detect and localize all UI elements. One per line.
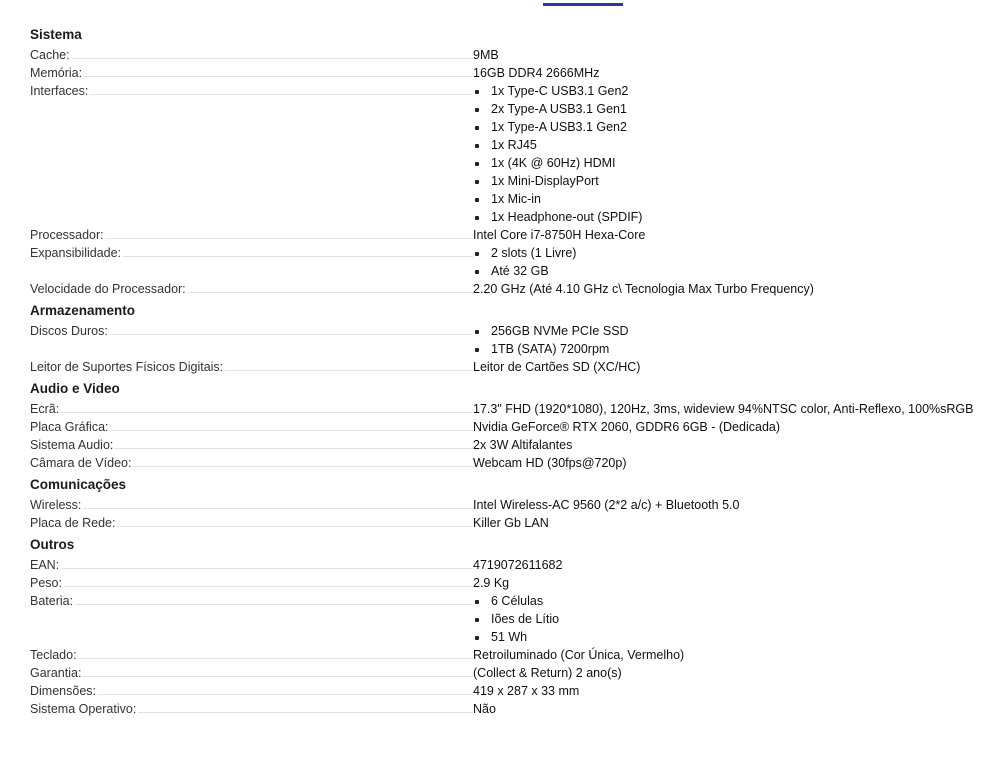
spec-label-cell [30, 280, 473, 298]
spec-row [30, 358, 990, 376]
spec-value: Retroiluminado (Cor Única, Vermelho) [473, 648, 685, 662]
section-title: Comunicações [30, 477, 127, 492]
dotted-leader [225, 370, 473, 371]
list-item: 2 slots (1 Livre) [473, 244, 990, 262]
dotted-leader [117, 526, 473, 527]
spec-label: Câmara de Vídeo: [30, 456, 132, 470]
dotted-leader [61, 568, 473, 569]
spec-value-cell [473, 646, 990, 664]
spec-label: Sistema Operativo: [30, 702, 137, 716]
spec-value: 2.9 Kg [473, 576, 510, 590]
spec-label: Sistema Audio: [30, 438, 114, 452]
spec-row [30, 82, 990, 226]
spec-row [30, 682, 990, 700]
spec-value: Não [473, 702, 496, 716]
spec-value: Killer Gb LAN [473, 516, 549, 530]
spec-value: 2x 3W Altifalantes [473, 438, 573, 452]
spec-label: Cache: [30, 48, 70, 62]
spec-value: 2.20 GHz (Até 4.10 GHz c\ Tecnologia Max Turbo Frequency) [473, 282, 814, 296]
spec-row [30, 436, 990, 454]
spec-value-list [473, 82, 990, 226]
spec-label: Interfaces: [30, 84, 89, 98]
list-item: 256GB NVMe PCIe SSD [473, 322, 990, 340]
spec-label: Processador: [30, 228, 104, 242]
list-item: 1TB (SATA) 7200rpm [473, 340, 990, 358]
spec-value-cell [473, 358, 990, 376]
list-item: 1x Mini-DisplayPort [473, 172, 990, 190]
spec-value-cell [473, 436, 990, 454]
section-title: Outros [30, 537, 75, 552]
spec-label-cell [30, 82, 473, 100]
dotted-leader [61, 412, 473, 413]
dotted-leader [123, 256, 473, 257]
spec-label-cell [30, 64, 473, 82]
spec-value-cell [473, 280, 990, 298]
dotted-leader [83, 508, 473, 509]
spec-value-cell [473, 418, 990, 436]
spec-row [30, 700, 990, 718]
spec-row [30, 46, 990, 64]
spec-label-cell [30, 682, 473, 700]
spec-label: Expansibilidade: [30, 246, 122, 260]
spec-row [30, 646, 990, 664]
spec-value-list [473, 322, 990, 358]
spec-row [30, 664, 990, 682]
list-item: 51 Wh [473, 628, 990, 646]
spec-label-cell [30, 454, 473, 472]
spec-label: Ecrã: [30, 402, 60, 416]
spec-row [30, 226, 990, 244]
list-item: 2x Type-A USB3.1 Gen1 [473, 100, 990, 118]
spec-label-cell [30, 514, 473, 532]
list-item: Iões de Lítio [473, 610, 990, 628]
spec-value: Intel Wireless-AC 9560 (2*2 a/c) + Bluetooth 5.0 [473, 498, 740, 512]
spec-label: Teclado: [30, 648, 77, 662]
spec-value: Leitor de Cartões SD (XC/HC) [473, 360, 641, 374]
spec-value-cell [473, 226, 990, 244]
spec-value-cell [473, 244, 990, 280]
spec-label: EAN: [30, 558, 60, 572]
spec-value-cell [473, 682, 990, 700]
dotted-leader [115, 448, 473, 449]
specifications-table [30, 26, 990, 718]
spec-label-cell [30, 226, 473, 244]
dotted-leader [111, 430, 473, 431]
spec-label: Memória: [30, 66, 83, 80]
spec-label: Wireless: [30, 498, 82, 512]
spec-label-cell [30, 664, 473, 682]
spec-row [30, 322, 990, 358]
dotted-leader [110, 334, 473, 335]
spec-label: Dimensões: [30, 684, 96, 698]
spec-row [30, 574, 990, 592]
list-item: Até 32 GB [473, 262, 990, 280]
spec-label: Bateria: [30, 594, 74, 608]
dotted-leader [84, 76, 473, 77]
list-item: 1x Headphone-out (SPDIF) [473, 208, 990, 226]
dotted-leader [90, 94, 473, 95]
spec-label-cell [30, 574, 473, 592]
spec-value-cell [473, 322, 990, 358]
spec-label-cell [30, 592, 473, 610]
dotted-leader [64, 586, 473, 587]
spec-label-cell [30, 322, 473, 340]
spec-value-cell [473, 64, 990, 82]
spec-value-cell [473, 400, 990, 418]
spec-row [30, 514, 990, 532]
spec-value-cell [473, 514, 990, 532]
spec-label: Peso: [30, 576, 62, 590]
list-item: 1x (4K @ 60Hz) HDMI [473, 154, 990, 172]
spec-label-cell [30, 436, 473, 454]
spec-row [30, 418, 990, 436]
spec-value-cell [473, 592, 990, 646]
spec-label: Placa Gráfica: [30, 420, 109, 434]
spec-value: Intel Core i7-8750H Hexa-Core [473, 228, 646, 242]
spec-value-list [473, 592, 990, 646]
spec-value-cell [473, 700, 990, 718]
spec-value: 4719072611682 [473, 558, 563, 572]
spec-label: Velocidade do Processador: [30, 282, 186, 296]
spec-label-cell [30, 400, 473, 418]
spec-label-cell [30, 244, 473, 262]
list-item: 1x Type-C USB3.1 Gen2 [473, 82, 990, 100]
spec-label-cell [30, 556, 473, 574]
spec-value-cell [473, 454, 990, 472]
spec-label-cell [30, 46, 473, 64]
spec-label-cell [30, 496, 473, 514]
spec-row [30, 496, 990, 514]
dotted-leader [98, 694, 473, 695]
dotted-leader [138, 712, 473, 713]
spec-value-cell [473, 46, 990, 64]
spec-label-cell [30, 418, 473, 436]
spec-value: 9MB [473, 48, 499, 62]
section-title: Armazenamento [30, 303, 136, 318]
spec-value-list [473, 244, 990, 280]
spec-row [30, 280, 990, 298]
spec-value: 17.3" FHD (1920*1080), 120Hz, 3ms, wideview 94%NTSC color, Anti-Reflexo, 100%sRGB [473, 402, 974, 416]
spec-value: Webcam HD (30fps@720p) [473, 456, 627, 470]
dotted-leader [79, 658, 473, 659]
spec-value: 419 x 287 x 33 mm [473, 684, 580, 698]
spec-value-cell [473, 664, 990, 682]
spec-label: Garantia: [30, 666, 82, 680]
spec-label-cell [30, 358, 473, 376]
list-item: 1x Mic-in [473, 190, 990, 208]
spec-label-cell [30, 700, 473, 718]
spec-row [30, 64, 990, 82]
dotted-leader [83, 676, 473, 677]
dotted-leader [133, 466, 473, 467]
spec-row [30, 400, 990, 418]
dotted-leader [75, 604, 473, 605]
spec-value-cell [473, 496, 990, 514]
spec-row [30, 244, 990, 280]
list-item: 1x Type-A USB3.1 Gen2 [473, 118, 990, 136]
dotted-leader [188, 292, 473, 293]
active-tab-indicator [543, 3, 623, 6]
section-title: Audio e Video [30, 381, 120, 396]
spec-value: (Collect & Return) 2 ano(s) [473, 666, 622, 680]
list-item: 6 Células [473, 592, 990, 610]
dotted-leader [72, 58, 473, 59]
spec-value-cell [473, 556, 990, 574]
spec-row [30, 454, 990, 472]
list-item: 1x RJ45 [473, 136, 990, 154]
section-title: Sistema [30, 27, 82, 42]
spec-value-cell [473, 82, 990, 226]
spec-row [30, 556, 990, 574]
spec-row [30, 592, 990, 646]
spec-value: 16GB DDR4 2666MHz [473, 66, 600, 80]
spec-value-cell [473, 574, 990, 592]
spec-label-cell [30, 646, 473, 664]
spec-value: Nvidia GeForce® RTX 2060, GDDR6 6GB - (Dedicada) [473, 420, 781, 434]
dotted-leader [106, 238, 473, 239]
spec-label: Leitor de Suportes Físicos Digitais: [30, 360, 224, 374]
spec-label: Discos Duros: [30, 324, 108, 338]
spec-label: Placa de Rede: [30, 516, 116, 530]
